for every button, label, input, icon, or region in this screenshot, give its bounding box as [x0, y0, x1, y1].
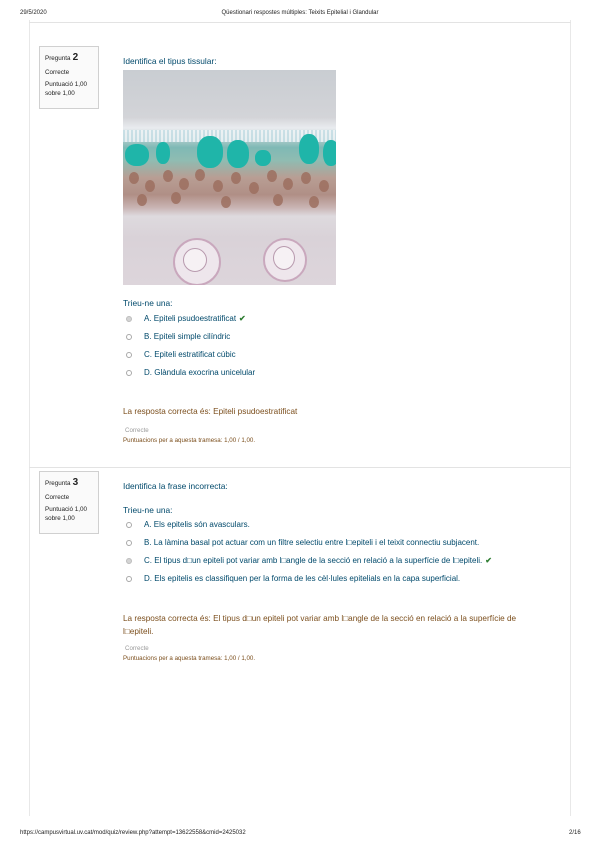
- option-label: B. La làmina basal pot actuar com un filtre selectiu entre l□epiteli i el teixit connectiu subjacent.: [144, 538, 480, 547]
- question-text: Identifica el tipus tissular:: [123, 56, 217, 66]
- right-answer: [123, 613, 516, 638]
- radio-icon[interactable]: [126, 334, 132, 340]
- answer-option[interactable]: [126, 520, 250, 529]
- histology-image: [123, 70, 336, 285]
- check-icon: ✔: [485, 556, 492, 565]
- option-label: C. Epiteli estratificat cúbic: [144, 350, 236, 359]
- question-text: Identifica la frase incorrecta:: [123, 481, 228, 491]
- top-divider: [29, 22, 571, 23]
- question-info-box: [39, 46, 99, 109]
- page-date: 29/5/2020: [20, 10, 47, 16]
- radio-icon[interactable]: [126, 558, 132, 564]
- radio-icon[interactable]: [126, 576, 132, 582]
- answer-option[interactable]: [126, 574, 460, 583]
- radio-icon[interactable]: [126, 540, 132, 546]
- answer-option[interactable]: [126, 538, 479, 547]
- check-icon: ✔: [239, 314, 246, 323]
- option-label: B. Epiteli simple cilíndric: [144, 332, 231, 341]
- answer-option[interactable]: [126, 368, 255, 377]
- answer-option[interactable]: [126, 556, 492, 565]
- question-grade: Puntuació 1,00 sobre 1,00: [45, 81, 88, 97]
- answer-option[interactable]: [126, 314, 246, 323]
- question-number: Pregunta 2: [45, 52, 79, 63]
- page-number: 2/16: [569, 830, 581, 836]
- page-url[interactable]: https://campusvirtual.uv.cat/mod/quiz/review.php?attempt=13622558&cmid=2425032: [20, 830, 246, 836]
- right-answer: La resposta correcta és: Epiteli psudoestratificat: [123, 407, 298, 416]
- radio-icon[interactable]: [126, 316, 132, 322]
- choice-prompt: Trieu-ne una:: [123, 298, 173, 308]
- radio-icon[interactable]: [126, 370, 132, 376]
- option-label: C. El tipus d□un epiteli pot variar amb l□angle de la secció en relació a la superfície de l□epiteli.: [144, 556, 483, 565]
- feedback-marks: Puntuacions per a aquesta tramesa: 1,00 / 1,00.: [123, 655, 256, 662]
- option-label: A. Epiteli psudoestratificat: [144, 314, 237, 323]
- right-border: [570, 20, 571, 816]
- question-grade: Puntuació 1,00 sobre 1,00: [45, 506, 88, 522]
- question-state: Correcte: [45, 493, 70, 501]
- feedback-state: Correcte: [125, 645, 149, 652]
- question-info-box: [39, 471, 99, 534]
- question-state: Correcte: [45, 68, 70, 76]
- option-label: D. Els epitelis es classifiquen per la forma de les cèl·lules epitelials en la capa superficial.: [144, 574, 461, 583]
- answer-option[interactable]: [126, 350, 236, 359]
- right-answer-line: La resposta correcta és: El tipus d□un epiteli pot variar amb l□angle de la secció en relació a la superfície de: [123, 614, 517, 623]
- page-title: Qüestionari respostes múltiples: Teixits Epitelial i Glandular: [221, 10, 379, 16]
- answer-option[interactable]: [126, 332, 230, 341]
- radio-icon[interactable]: [126, 352, 132, 358]
- right-answer-line: l□epiteli.: [123, 626, 154, 636]
- question-number: Pregunta 3: [45, 477, 79, 488]
- choice-prompt: Trieu-ne una:: [123, 505, 173, 515]
- feedback-marks: Puntuacions per a aquesta tramesa: 1,00 / 1,00.: [123, 437, 256, 444]
- option-label: D. Glàndula exocrina unicelular: [144, 368, 256, 377]
- option-label: A. Els epitelis són avasculars.: [144, 520, 250, 529]
- feedback-state: Correcte: [125, 427, 149, 434]
- question-divider: [29, 467, 571, 468]
- left-border: [29, 20, 30, 816]
- radio-icon[interactable]: [126, 522, 132, 528]
